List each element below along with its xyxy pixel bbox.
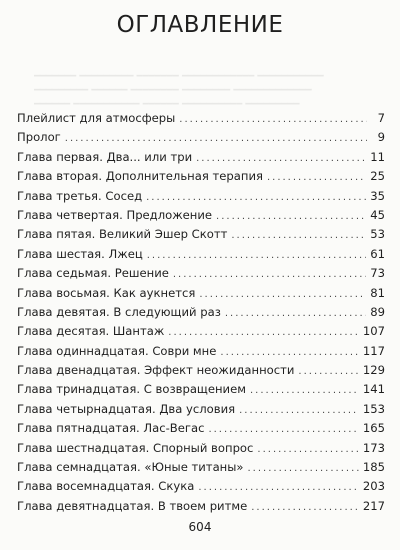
toc-entry-title: Глава первая. Два... или три (17, 149, 193, 164)
toc-entry (17, 208, 385, 227)
table-of-contents (17, 111, 385, 518)
toc-entry (17, 305, 385, 324)
dot-leader (225, 308, 366, 319)
toc-entry-page: 53 (370, 227, 385, 242)
dot-leader (146, 192, 366, 203)
toc-entry-page: 153 (362, 401, 385, 416)
toc-entry (17, 150, 385, 169)
dot-leader (231, 230, 366, 241)
toc-entry-title: Глава восьмая. Как аукнется (17, 285, 196, 300)
toc-entry (17, 266, 385, 285)
toc-entry-title: Глава десятая. Шантаж (17, 324, 165, 339)
toc-entry-title: Глава восемнадцатая. Скука (17, 479, 195, 494)
toc-entry (17, 169, 385, 188)
dot-leader (198, 482, 359, 493)
dot-leader (257, 444, 358, 455)
dot-leader (179, 114, 367, 125)
dot-leader (173, 269, 366, 280)
page-number: 604 (188, 520, 212, 534)
toc-entry-title: Глава девятнадцатая. В твоем ритме (17, 498, 248, 513)
toc-entry (17, 479, 385, 498)
dot-leader (147, 250, 367, 261)
toc-entry-page: 185 (362, 460, 385, 475)
toc-entry-page: 45 (370, 207, 385, 222)
toc-entry-page: 141 (362, 382, 385, 397)
toc-entry-page: 7 (377, 111, 385, 125)
toc-entry (17, 189, 385, 208)
toc-entry-title: Глава пятнадцатая. Лас-Вегас (17, 421, 205, 436)
toc-entry (17, 421, 385, 440)
dot-leader (239, 405, 359, 416)
dot-leader (216, 211, 366, 222)
toc-entry (17, 344, 385, 363)
toc-entry-title: Глава шестнадцатая. Спорный вопрос (17, 440, 254, 455)
toc-entry-page: 129 (362, 363, 385, 378)
toc-entry (17, 382, 385, 401)
toc-entry-title: Глава седьмая. Решение (17, 266, 169, 281)
toc-entry-title: Глава третья. Сосед (17, 188, 143, 203)
toc-entry-title: Глава шестая. Лжец (17, 246, 143, 261)
toc-entry-title: Глава тринадцатая. С возвращением (17, 382, 246, 397)
toc-entry-title: Плейлист для атмосферы (17, 111, 176, 125)
dot-leader (267, 172, 366, 183)
toc-entry (17, 402, 385, 421)
toc-entry-page: 203 (362, 479, 385, 494)
toc-entry-page: 89 (370, 304, 385, 319)
toc-entry-title: Глава семнадцатая. «Юные титаны» (17, 460, 244, 475)
toc-entry-title: Глава вторая. Дополнительная терапия (17, 169, 263, 184)
dot-leader (248, 463, 359, 474)
toc-entry-page: 81 (370, 285, 385, 300)
toc-entry-page: 217 (362, 498, 385, 513)
dot-leader (220, 347, 358, 358)
toc-entry (17, 499, 385, 518)
toc-entry-title: Глава одиннадцатая. Соври мне (17, 343, 217, 358)
toc-entry (17, 111, 385, 130)
toc-entry (17, 460, 385, 479)
toc-entry-title: Глава пятая. Великий Эшер Скотт (17, 227, 228, 242)
toc-entry (17, 286, 385, 305)
toc-entry (17, 130, 385, 149)
toc-entry-page: 73 (370, 266, 385, 281)
toc-entry-page: 61 (370, 246, 385, 261)
dot-leader (208, 424, 358, 435)
dot-leader (298, 366, 358, 377)
dot-leader (168, 327, 359, 338)
dot-leader (250, 385, 359, 396)
toc-entry-title: Глава четвертая. Предложение (17, 207, 213, 222)
show-through-text: ━━━━━━━ ━━━━━━━━━ ━━━━━━━ ━━━━━━━━━━━━ ━━━━━━━━━━━ ━━━━━━━━━ ━━━━━━ ━━━━━━━━ ━━━━━━━━ ━━━━━━━━━━━━━ ━━━━━━ ━━━━━━━━━━━ ━━━━━━ ━━━━━━━━━━ ━━━━━━━━━ (34, 71, 324, 110)
dot-leader (196, 153, 366, 164)
toc-entry (17, 247, 385, 266)
toc-entry-title: Пролог (17, 130, 61, 145)
toc-entry-page: 173 (362, 440, 385, 455)
dot-leader (65, 133, 367, 144)
toc-entry (17, 227, 385, 246)
toc-entry-page: 11 (370, 149, 385, 164)
toc-entry-page: 35 (370, 188, 385, 203)
toc-entry-page: 25 (370, 169, 385, 184)
toc-entry (17, 363, 385, 382)
dot-leader (251, 502, 359, 513)
toc-entry-title: Глава четырнадцатая. Два условия (17, 401, 236, 416)
toc-entry-title: Глава девятая. В следующий раз (17, 304, 221, 319)
toc-entry-page: 107 (362, 324, 385, 339)
toc-entry-page: 165 (362, 421, 385, 436)
toc-entry-title: Глава двенадцатая. Эффект неожиданности (17, 363, 295, 378)
toc-entry-page: 117 (362, 343, 385, 358)
toc-entry (17, 441, 385, 460)
toc-entry-page: 9 (377, 130, 385, 145)
page-title: ОГЛАВЛЕНИЕ (116, 12, 284, 38)
toc-entry (17, 324, 385, 343)
dot-leader (199, 289, 366, 300)
